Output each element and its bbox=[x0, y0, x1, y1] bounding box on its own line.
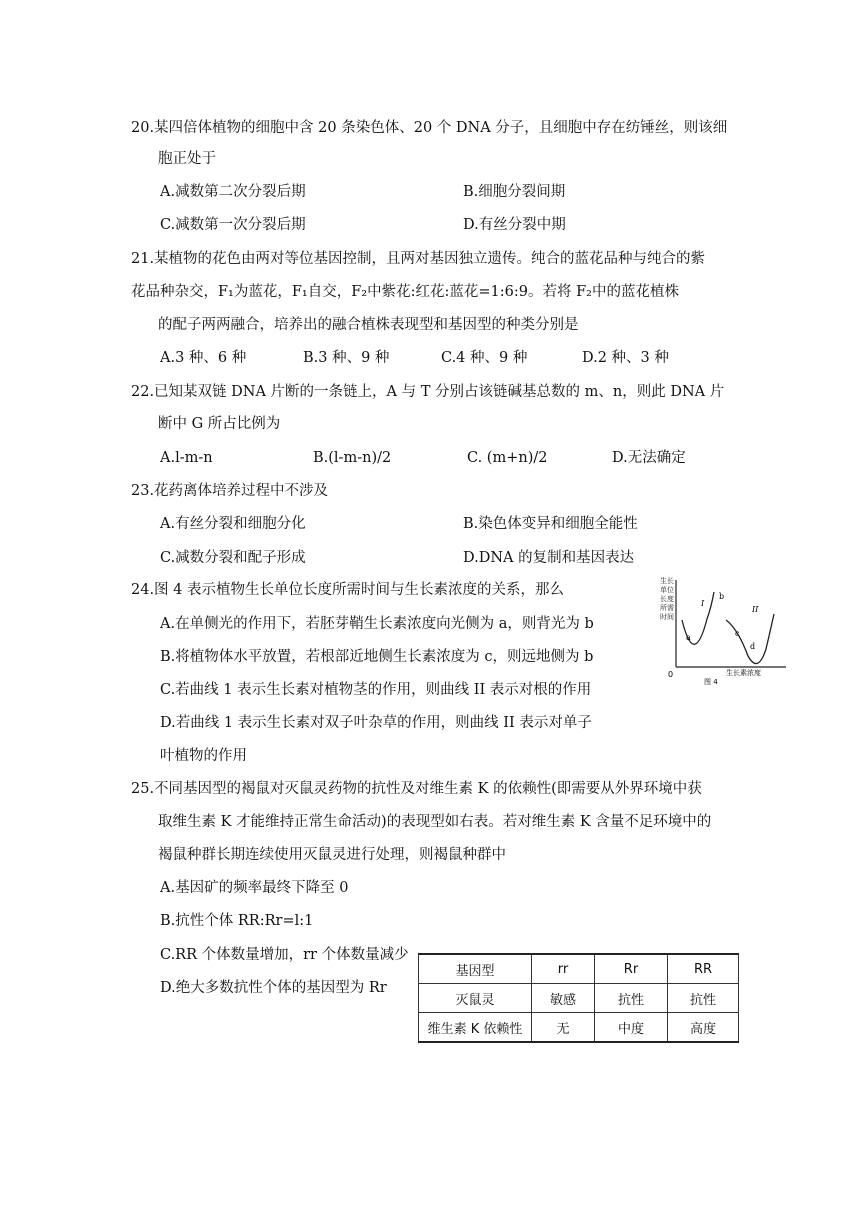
q21-option-d: D.2 种、3 种 bbox=[582, 350, 669, 366]
fig4-origin-label: 0 bbox=[668, 670, 674, 679]
fig4-point-a: a bbox=[686, 633, 691, 642]
q25-option-a: A.基因矿的频率最终下降至 0 bbox=[160, 880, 349, 896]
q20-stem-line1: 20.某四倍体植物的细胞中含 20 条染色体、20 个 DNA 分子，且细胞中存在纺锤丝，则该细 bbox=[131, 120, 728, 136]
table-row bbox=[419, 984, 739, 1013]
q21-option-b: B.3 种、9 种 bbox=[303, 350, 390, 366]
fig4-curve-2-label: II bbox=[752, 605, 759, 614]
table-cell: 敏感 bbox=[532, 984, 595, 1013]
q23-option-d: D.DNA 的复制和基因表达 bbox=[463, 550, 635, 566]
table-header-row bbox=[419, 954, 739, 984]
fig4-ylabel bbox=[660, 576, 676, 621]
fig4-caption: 图 4 bbox=[704, 678, 718, 686]
q22-option-c: C. (m+n)/2 bbox=[467, 450, 548, 466]
fig4-point-b: b bbox=[719, 592, 725, 601]
fig4-xlabel: 生长素浓度 bbox=[726, 669, 761, 677]
fig4-ylabel-part4: 所需 bbox=[660, 604, 674, 612]
fig4-curve-2 bbox=[726, 614, 774, 664]
q21-stem-line1: 21.某植物的花色由两对等位基因控制，且两对基因独立遗传。纯合的蓝花品种与纯合的紫 bbox=[131, 251, 706, 267]
fig4-ylabel-part3: 长度 bbox=[660, 595, 674, 603]
q23-stem-line1: 23.花药离体培养过程中不涉及 bbox=[131, 483, 329, 499]
q21-option-c: C.4 种、9 种 bbox=[441, 350, 528, 366]
table-cell: 无 bbox=[532, 1013, 595, 1043]
q21-stem-line2: 花品种杂交，F₁为蓝花，F₁自交，F₂中紫花:红花:蓝花=1:6:9。若将 F₂中的蓝花植株 bbox=[131, 284, 679, 300]
q24-stem-line1: 24.图 4 表示植物生长单位长度所需时间与生长素浓度的关系，那么 bbox=[131, 582, 565, 598]
q24-option-a: A.在单侧光的作用下，若胚芽鞘生长素浓度向光侧为 a，则背光为 b bbox=[160, 616, 594, 632]
q22-option-a: A.l-m-n bbox=[160, 450, 213, 466]
q21-option-a: A.3 种、6 种 bbox=[160, 350, 247, 366]
q20-option-c: C.减数第一次分裂后期 bbox=[160, 217, 306, 233]
table-cell: 抗性 bbox=[668, 984, 739, 1013]
q22-stem-line1: 22.已知某双链 DNA 片断的一条链上，A 与 T 分别占该链碱基总数的 m、n，则此 DNA 片 bbox=[131, 384, 725, 400]
fig4-ylabel-part1: 生长 bbox=[660, 577, 674, 585]
table-cell: 中度 bbox=[595, 1013, 668, 1043]
q24-option-c: C.若曲线 1 表示生长素对植物茎的作用，则曲线 II 表示对根的作用 bbox=[160, 682, 592, 698]
q25-option-b: B.抗性个体 RR:Rr=l:1 bbox=[160, 913, 314, 929]
figure-4-growth-curve bbox=[658, 574, 788, 686]
q23-option-b: B.染色体变异和细胞全能性 bbox=[463, 516, 638, 532]
table-header-cell: rr bbox=[532, 954, 595, 984]
table-cell: 高度 bbox=[668, 1013, 739, 1043]
fig4-point-d: d bbox=[750, 642, 756, 651]
table-cell: 灭鼠灵 bbox=[419, 984, 532, 1013]
table-cell: 维生素 K 依赖性 bbox=[419, 1013, 532, 1043]
table-header-cell: Rr bbox=[595, 954, 668, 984]
q25-option-c: C.RR 个体数量增加，rr 个体数量减少 bbox=[160, 947, 409, 963]
q21-stem-line3: 的配子两两融合，培养出的融合植株表现型和基因型的种类分别是 bbox=[158, 317, 579, 333]
q25-stem-line3: 褐鼠种群长期连续使用灭鼠灵进行处理，则褐鼠种群中 bbox=[158, 847, 506, 863]
q25-option-d: D.绝大多数抗性个体的基因型为 Rr bbox=[160, 980, 387, 996]
q22-option-d: D.无法确定 bbox=[612, 450, 686, 466]
fig4-point-c: c bbox=[735, 629, 740, 638]
q25-stem-line1: 25.不同基因型的褐鼠对灭鼠灵药物的抗性及对维生素 K 的依赖性(即需要从外界环境中获 bbox=[131, 781, 702, 797]
q22-option-b: B.(l-m-n)/2 bbox=[313, 450, 392, 466]
q24-option-d-line1: D.若曲线 1 表示生长素对双子叶杂草的作用，则曲线 II 表示对单子 bbox=[160, 715, 592, 731]
genotype-table bbox=[418, 953, 739, 1043]
q24-option-b: B.将植物体水平放置，若根部近地侧生长素浓度为 c，则远地侧为 b bbox=[160, 649, 594, 665]
fig4-ylabel-part5: 时间 bbox=[660, 613, 674, 621]
q25-stem-line2: 取维生素 K 才能维持正常生命活动)的表现型如右表。若对维生素 K 含量不足环境中的 bbox=[158, 814, 712, 830]
table-cell: 抗性 bbox=[595, 984, 668, 1013]
table-row bbox=[419, 1013, 739, 1043]
table-header-cell: 基因型 bbox=[419, 954, 532, 984]
q24-option-d-line2: 叶植物的作用 bbox=[160, 748, 247, 764]
fig4-curve-1-label: I bbox=[701, 599, 705, 608]
q20-option-d: D.有丝分裂中期 bbox=[463, 217, 566, 233]
q22-stem-line2: 断中 G 所占比例为 bbox=[158, 416, 281, 432]
fig4-ylabel-part2: 单位 bbox=[660, 586, 674, 594]
q23-option-c: C.减数分裂和配子形成 bbox=[160, 550, 306, 566]
q20-stem-line2: 胞正处于 bbox=[158, 151, 216, 167]
q20-option-a: A.减数第二次分裂后期 bbox=[160, 184, 306, 200]
table-header-cell: RR bbox=[668, 954, 739, 984]
q20-option-b: B.细胞分裂间期 bbox=[463, 184, 566, 200]
q23-option-a: A.有丝分裂和细胞分化 bbox=[160, 516, 306, 532]
